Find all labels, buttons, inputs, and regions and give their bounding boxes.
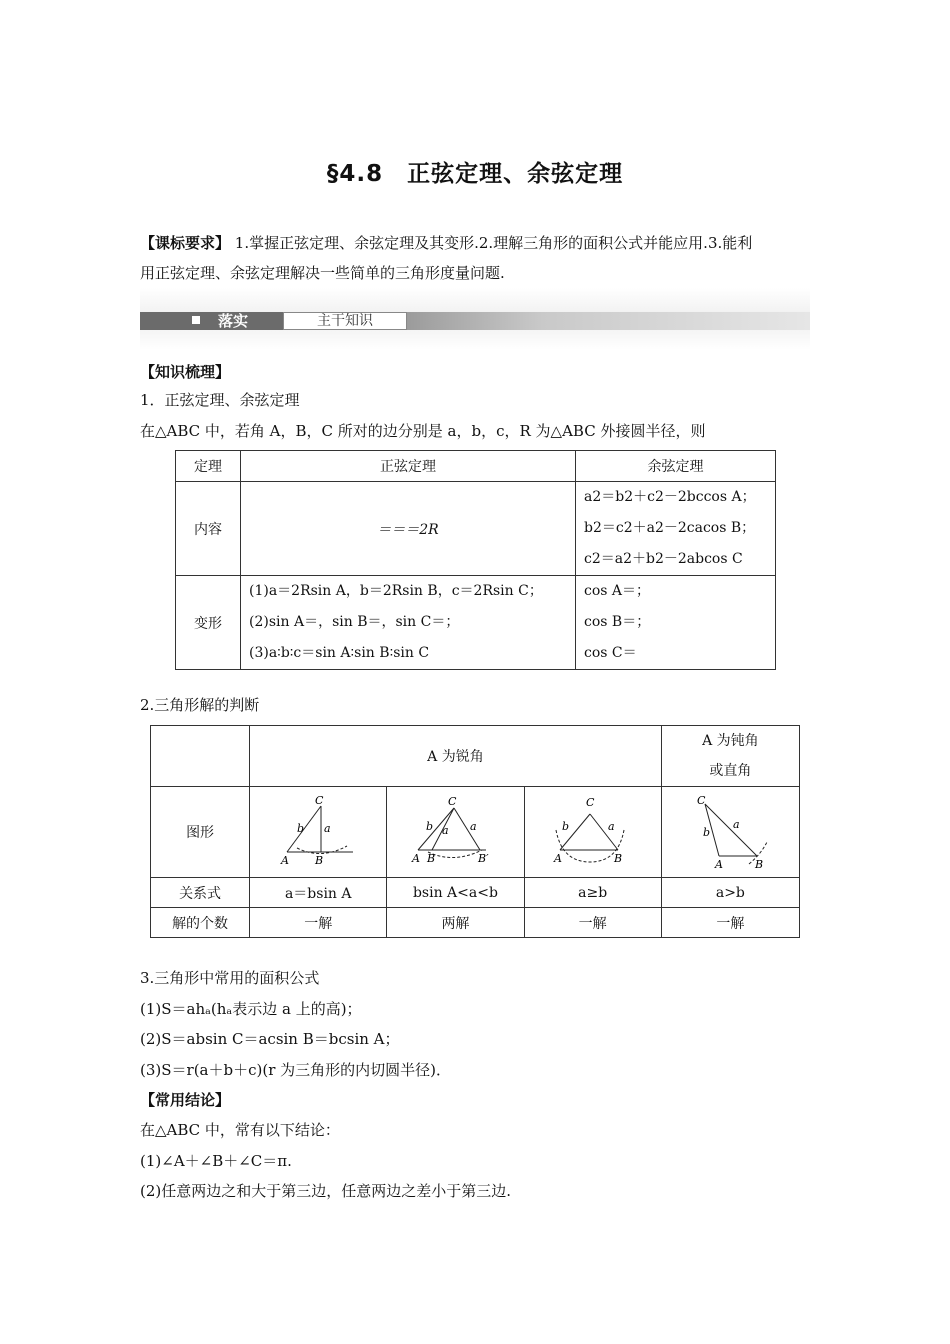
table-row: [176, 482, 776, 576]
theorem-table: [175, 450, 776, 670]
sine-variant: (3)a∶b∶c＝sin A∶sin B∶sin C: [249, 645, 430, 661]
figure-cell: [524, 787, 661, 878]
triangle-figure-3: [548, 794, 638, 870]
knowledge-heading: 【知识梳理】: [140, 363, 231, 381]
table-row: [176, 576, 776, 670]
label-b: b: [703, 826, 711, 839]
conclusions-heading: 【常用结论】: [140, 1091, 231, 1109]
cos-formula: c2＝a2＋b2－2abcos C: [584, 551, 743, 567]
label-a: a: [442, 824, 449, 837]
page-title: §4.8 正弦定理、余弦定理: [326, 161, 624, 187]
requirements-line-1: [140, 233, 820, 253]
cos-formula: b2＝c2＋a2－2cacos B；: [584, 520, 756, 536]
label-a-vertex: A: [412, 852, 421, 865]
triangle-figure-2: [410, 794, 500, 870]
figure-cell: [250, 787, 387, 878]
count-cell: 一解: [661, 908, 799, 938]
table-row: [176, 451, 776, 482]
label-b-prime: B′: [478, 852, 490, 865]
header-line: 或直角: [709, 763, 752, 779]
cos-variants: [576, 576, 776, 670]
label-b-vertex: B: [613, 852, 622, 865]
label-b: b: [561, 820, 569, 833]
sine-variant: (2)sin A＝，sin B＝，sin C＝；: [249, 614, 460, 630]
sine-variant: (1)a＝2Rsin A，b＝2Rsin B，c＝2Rsin C；: [249, 583, 543, 599]
sine-variants: [241, 576, 576, 670]
relation-cell: a>b: [661, 878, 799, 908]
banner-tab-right: 主干知识: [283, 312, 407, 330]
requirements-line-2: 用正弦定理、余弦定理解决一些简单的三角形度量问题.: [140, 264, 505, 282]
label-c: C: [585, 796, 595, 809]
row-label: 图形: [151, 787, 250, 878]
item1-intro: 在△ABC 中，若角 A，B，C 所对的边分别是 a，b，c，R 为△ABC 外接圆半径，则: [140, 422, 706, 440]
relation-cell: a≥b: [524, 878, 661, 908]
triangle-figure-4: [685, 794, 775, 870]
row-label: 解的个数: [151, 908, 250, 938]
table-header: A 为锐角: [250, 726, 662, 787]
table-header: [661, 726, 799, 787]
area-formula-3: (3)S＝r(a＋b＋c)(r 为三角形的内切圆半径)．: [140, 1061, 451, 1079]
count-cell: 一解: [524, 908, 661, 938]
requirements-label: 【课标要求】: [140, 234, 231, 252]
table-row: [151, 787, 800, 878]
label-c: C: [315, 794, 324, 807]
arc: [428, 850, 482, 858]
table-row: [151, 908, 800, 938]
count-cell: 两解: [387, 908, 524, 938]
label-b: b: [297, 822, 305, 835]
banner-tab-left-label: 落实: [218, 312, 249, 330]
conclusions-intro: 在△ABC 中，常有以下结论：: [140, 1121, 340, 1139]
cos-variant: cos A＝；: [584, 583, 651, 599]
label-b: b: [426, 820, 434, 833]
triangle-figure-1: [273, 794, 363, 870]
row-label: 内容: [176, 482, 241, 576]
cos-formula: a2＝b2＋c2－2bccos A；: [584, 489, 756, 505]
item1-title: 1．正弦定理、余弦定理: [140, 391, 300, 409]
area-title: 3.三角形中常用的面积公式: [140, 969, 320, 987]
table-header: 定理: [176, 451, 241, 482]
area-formula-2: (2)S＝absin C＝acsin B＝bcsin A；: [140, 1030, 400, 1048]
row-label: 关系式: [151, 878, 250, 908]
conclusion-1: (1)∠A＋∠B＋∠C＝π.: [140, 1152, 292, 1170]
figure-cell: [661, 787, 799, 878]
table-header: 余弦定理: [576, 451, 776, 482]
table-header: 正弦定理: [241, 451, 576, 482]
table-row: [151, 726, 800, 787]
label-c: C: [448, 795, 457, 808]
relation-cell: bsin A<a<b: [387, 878, 524, 908]
relation-cell: a＝bsin A: [250, 878, 387, 908]
item2-title: 2.三角形解的判断: [140, 696, 260, 714]
label-a: a: [470, 820, 477, 833]
side-b: [418, 808, 454, 850]
area-formula-1: (1)S＝ahₐ(hₐ表示边 a 上的高)；: [140, 1000, 362, 1018]
label-a: a: [733, 818, 740, 831]
section-banner: [140, 288, 810, 350]
label-b-vertex: B: [755, 858, 764, 870]
cos-variant: cos B＝；: [584, 614, 651, 630]
label-a: a: [324, 822, 331, 835]
table-header-empty: [151, 726, 250, 787]
header-line: A 为钝角: [702, 733, 759, 749]
figure-cell: [387, 787, 524, 878]
side-a: [705, 804, 757, 856]
label-a: a: [607, 820, 615, 833]
label-a-vertex: A: [715, 858, 724, 870]
requirements-text-1: 1.掌握正弦定理、余弦定理及其变形.2.理解三角形的面积公式并能应用.3.能利: [230, 234, 753, 252]
conclusion-2: (2)任意两边之和大于第三边，任意两边之差小于第三边.: [140, 1182, 512, 1200]
label-a-vertex: A: [281, 854, 290, 867]
label-b-vertex: B: [427, 852, 436, 865]
count-cell: 一解: [250, 908, 387, 938]
label-b-vertex: B: [315, 854, 324, 867]
cos-content: [576, 482, 776, 576]
cos-variant: cos C＝: [584, 645, 637, 661]
label-c: C: [697, 794, 706, 807]
square-bullet-icon: [192, 316, 200, 324]
label-a-vertex: A: [553, 852, 562, 865]
table-row: [151, 878, 800, 908]
sine-content: ＝＝＝2R: [241, 482, 576, 576]
row-label: 变形: [176, 576, 241, 670]
solution-table: [150, 725, 800, 938]
banner-tab-left: [140, 312, 283, 330]
